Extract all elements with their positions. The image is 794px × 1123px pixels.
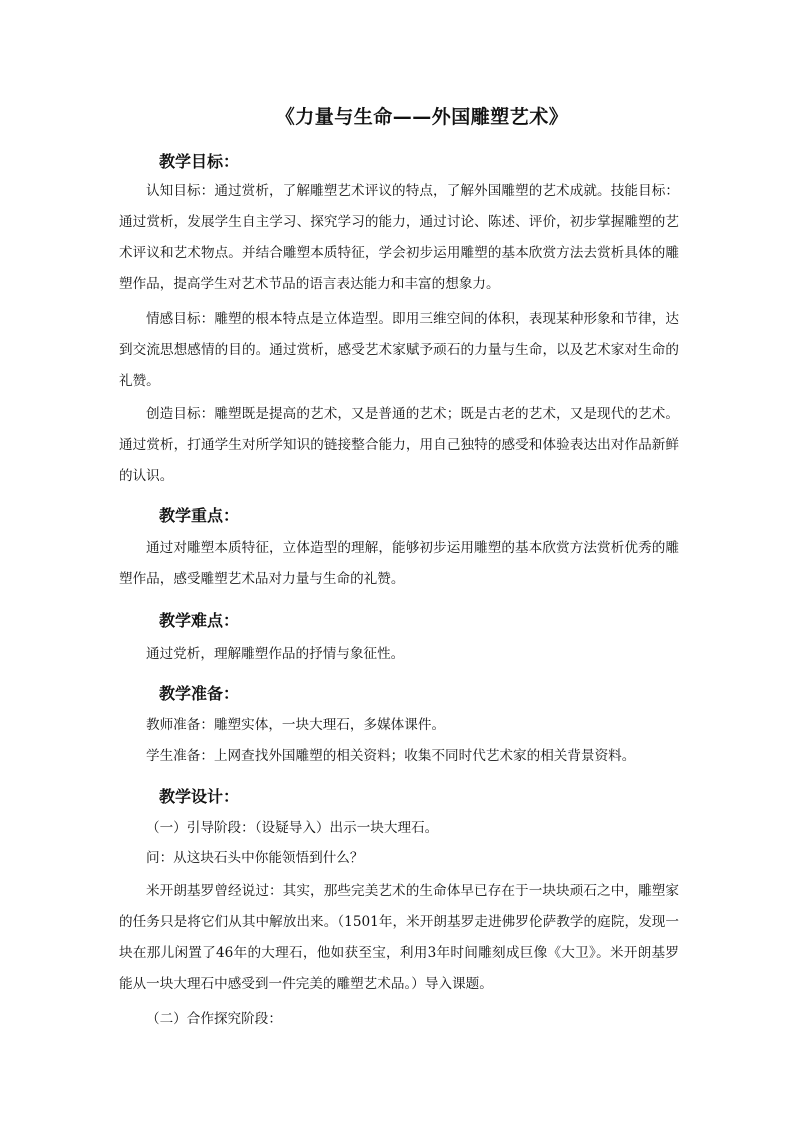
design-step-1-paragraph: （一）引导阶段：（设疑导入）出示一块大理石。	[146, 820, 439, 836]
creative-objective-paragraph: 创造目标：雕塑既是提高的艺术，又是普通的艺术；既是古老的艺术，又是现代的艺术。通过赏析，打通学生对所学知识的链接整合能力，用自己独特的感受和体验表达出对作品新鲜的认识。	[119, 406, 679, 484]
key-points-heading: 教学重点：	[159, 506, 240, 525]
document-title: 《力量与生命——外国雕塑艺术》	[275, 106, 569, 128]
michelangelo-paragraph: 米开朗基罗曾经说过：其实，那些完美艺术的生命体早已存在于一块块顽石之中，雕塑家的任务只是将它们从其中解放出来。（1501年，米开朗基罗走进佛罗伦萨教学的庭院，发现一块在那儿闲置了46年的大理石，他如获至宝，利用3年时间雕刻成巨像《大卫》。米开朗基罗能从一块大理石中感受到一件完美的雕塑艺术品。）导入课题。	[119, 883, 679, 992]
cognitive-objective-paragraph: 认知目标：通过赏析，了解雕塑艺术评议的特点，了解外国雕塑的艺术成就。技能目标：通过赏析，发展学生自主学习、探究学习的能力，通过讨论、陈述、评价，初步掌握雕塑的艺术评议和艺术物点。并结合雕塑本质特征，学会初步运用雕塑的基本欣赏方法去赏析具体的雕塑作品，提高学生对艺术节品的语言表达能力和丰富的想象力。	[119, 183, 679, 292]
objectives-heading: 教学目标：	[159, 152, 240, 171]
difficulties-paragraph: 通过党析，理解雕塑作品的抒情与象征性。	[146, 646, 405, 662]
design-question-paragraph: 问：从这块石头中你能领悟到什么？	[146, 850, 364, 866]
teacher-preparation-paragraph: 教师准备：雕塑实体，一块大理石，多媒体课件。	[146, 717, 446, 733]
preparation-heading: 教学准备：	[159, 684, 240, 703]
key-points-paragraph: 通过对雕塑本质特征，立体造型的理解，能够初步运用雕塑的基本欣赏方法赏析优秀的雕塑作品，感受雕塑艺术品对力量与生命的礼赞。	[119, 540, 679, 587]
emotional-objective-paragraph: 情感目标：雕塑的根本特点是立体造型。即用三维空间的体积，表现某种形象和节律，达到交流思想感情的目的。通过赏析，感受艺术家赋予顽石的力量与生命，以及艺术家对生命的礼赞。	[119, 311, 679, 389]
design-heading: 教学设计：	[159, 787, 240, 806]
design-step-2-paragraph: （二）合作探究阶段：	[146, 1011, 282, 1027]
student-preparation-paragraph: 学生准备：上网查找外国雕塑的相关资料；收集不同时代艺术家的相关背景资料。	[146, 748, 636, 764]
difficulties-heading: 教学难点：	[159, 611, 240, 630]
